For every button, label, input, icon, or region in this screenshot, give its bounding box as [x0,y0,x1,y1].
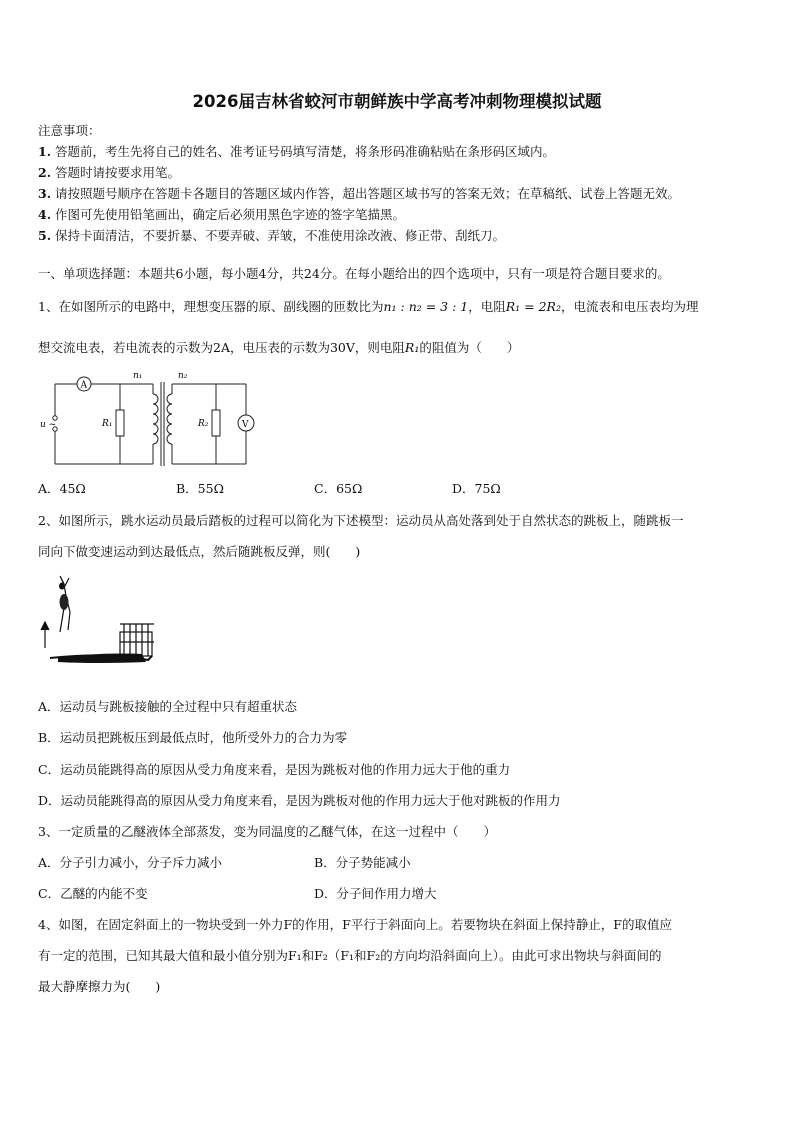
q1-text: 1、在如图所示的电路中，理想变压器的原、副线圈的匝数比为 [38,299,384,314]
n1-label: n₁ [133,371,143,381]
q1-r1: R₁ [404,340,420,355]
source-label: u ~ [40,420,57,430]
q3-option-d: D．分子间作用力增大 [314,886,437,901]
q1-option-d: D．75Ω [452,481,501,496]
r1-label: R₁ [102,419,113,429]
notice-item [38,226,505,244]
notice-item [38,163,180,181]
section-heading: 一、单项选择题：本题共6小题，每小题4分，共24分。在每小题给出的四个选项中，只有一项是符合题目要求的。 [38,266,670,281]
q1-text: 想交流电表，若电流表的示数为2A，电压表的示数为30V，则电阻 [38,340,405,355]
q1-option-c: C．65Ω [314,481,363,496]
diver-body [60,594,69,610]
r2-label: R₂ [198,419,209,429]
n2-label: n₂ [178,371,188,381]
notice-text: 保持卡面清洁，不要折暴、不要弄破、弄皱，不准使用涂改液、修正带、刮纸刀。 [55,228,506,243]
q2-line2: 同向下做变速运动到达最低点，然后随跳板反弹，则( ) [38,544,361,559]
q1-option-a: A．45Ω [38,481,86,496]
ammeter-label: A [80,380,87,391]
notice-text: 作图可先使用铅笔画出，确定后必须用黑色字迹的签字笔描黑。 [55,207,406,222]
q1-text: ，电阻 [468,299,506,314]
notice-num: 2. [38,165,52,180]
exam-title: 2026届吉林省蛟河市朝鲜族中学高考冲刺物理模拟试题 [192,92,602,111]
notice-num: 4. [38,207,52,222]
q1-text: 的阻值为（ ） [419,340,520,355]
q4-line3: 最大静摩擦力为( ) [38,979,161,994]
diver-head [59,583,65,590]
notice-heading: 注意事项： [38,123,101,138]
q1-line2 [38,338,519,356]
notice-item [38,142,555,160]
q2-line1: 2、如图所示，跳水运动员最后踏板的过程可以简化为下述模型：运动员从高处落到处于自然状态的跳板上，随跳板一 [38,513,684,528]
notice-text: 答题时请按要求用笔。 [55,165,181,180]
q4-line2: 有一定的范围，已知其最大值和最小值分别为F₁和F₂（F₁和F₂的方向均沿斜面向上）。由此可求出物块与斜面间的 [38,948,662,963]
q1-text: ，电流表和电压表均为理 [560,299,699,314]
q2-option-b: B．运动员把跳板压到最低点时，他所受外力的合力为零 [38,730,348,745]
q3-option-c: C．乙醚的内能不变 [38,886,148,901]
q1-ratio: n₁ : n₂ = 3 : 1 [383,299,469,314]
notice-text: 答题前，考生先将自己的姓名、准考证号码填写清楚，将条形码准确粘贴在条形码区域内。 [55,144,556,159]
diving-board-figure [38,572,160,668]
notice-num: 1. [38,144,52,159]
q3-stem: 3、一定质量的乙醚液体全部蒸发，变为同温度的乙醚气体，在这一过程中（ ） [38,824,496,839]
q2-option-d: D．运动员能跳得高的原因从受力角度来看，是因为跳板对他的作用力远大于他对跳板的作用力 [38,793,561,808]
diving-board [58,654,146,664]
q1-line1 [38,297,698,315]
notice-num: 3. [38,186,52,201]
notice-item [38,184,680,202]
notice-text: 请按照题号顺序在答题卡各题目的答题区域内作答，超出答题区域书写的答案无效；在草稿纸、试卷上答题无效。 [55,186,681,201]
q2-option-c: C．运动员能跳得高的原因从受力角度来看，是因为跳板对他的作用力远大于他的重力 [38,762,511,777]
notice-num: 5. [38,228,52,243]
q3-option-a: A．分子引力减小，分子斥力减小 [38,855,223,870]
q2-option-a: A．运动员与跳板接触的全过程中只有超重状态 [38,699,298,714]
voltmeter-label: V [242,420,249,430]
circuit-diagram [40,368,265,472]
q1-resistance-relation: R₁ = 2R₂ [505,299,561,314]
q1-option-b: B．55Ω [176,481,224,496]
q3-option-b: B．分子势能减小 [314,855,411,870]
q4-line1: 4、如图，在固定斜面上的一物块受到一外力F的作用，F平行于斜面向上。若要物块在斜面上保持静止，F的取值应 [38,917,672,932]
notice-item [38,205,405,223]
